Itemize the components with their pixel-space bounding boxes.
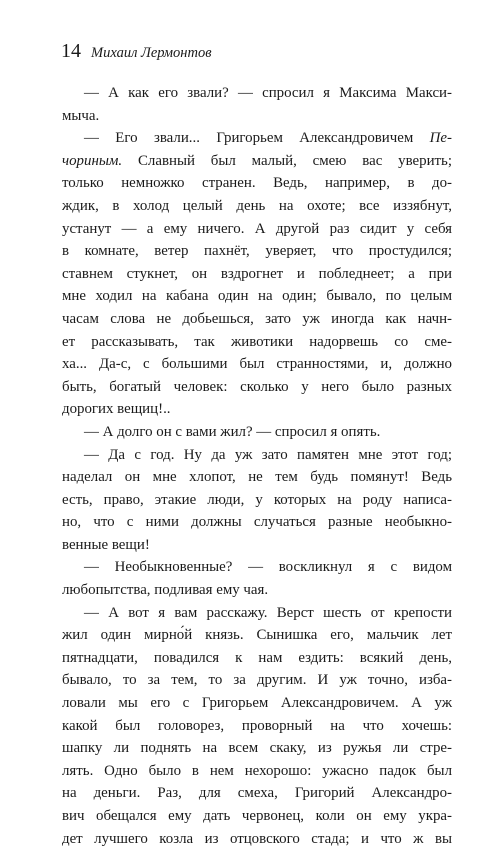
text-line: устанут — а ему ничего. А другой раз сидит у себя <box>62 220 452 237</box>
text-line: — А вот я вам расскажу. Верст шесть от крепости <box>84 604 452 621</box>
text-line: бывало, то за тем, то за другим. И уж точно, изба- <box>62 672 452 689</box>
text-line: ха... Да-с, с большими был странностями, и, должно <box>62 356 452 373</box>
text-line: какой был головорез, проворный на что хочешь: <box>62 717 452 734</box>
text-line: ставнем стукнет, он вздрогнет и побледнеет; а при <box>62 265 452 282</box>
text-line: только немножко странен. Ведь, например, в до- <box>62 175 452 192</box>
text-line: в комнате, ветер пахнёт, уверяет, что простудился; <box>62 243 452 260</box>
page-number: 14 <box>61 40 81 62</box>
text-line: лять. Одно было в нем нехорошо: ужасно падок был <box>62 762 452 779</box>
text-line: наделал он мне хлопот, не тем будь помянут! Ведь <box>62 469 452 486</box>
text-line: чориным. Славный был малый, смею вас уверить; <box>62 152 452 169</box>
text-line: мыча. <box>62 107 100 124</box>
page-header <box>61 40 212 63</box>
text-line: ловали мы его с Григорьем Александровичем. А уж <box>62 695 452 712</box>
text-line: ждик, в холод целый день на охоте; все иззябнут, <box>62 197 452 214</box>
text-line: ет рассказывать, так животики надорвешь со сме- <box>62 333 452 350</box>
text-line: но, что с ними должны случаться разные необыкно- <box>62 514 452 531</box>
text-line: дорогих вещиц!.. <box>62 401 171 418</box>
text-line: мне ходил на кабана один на один; бывало, по целым <box>62 288 452 305</box>
text-line: вич обещался ему дать червонец, коли он ему укра- <box>62 808 452 824</box>
text-line: — Да с год. Ну да уж зато памятен мне этот год; <box>84 446 452 463</box>
text-line: на деньги. Раз, для смеха, Григорий Александро- <box>62 785 452 802</box>
text-line: венные вещи! <box>62 536 150 553</box>
text-line: шапку ли поднять на всем скаку, из ружья ли стре- <box>62 740 452 757</box>
running-title: Михаил Лермонтов <box>91 45 212 61</box>
text-line: любопытства, подливая ему чая. <box>62 582 269 599</box>
text-line: — Необыкновенные? — воскликнул я с видом <box>84 559 452 576</box>
text-line: часам слова не добьешься, зато уж иногда как начн- <box>62 310 452 327</box>
body-text <box>62 82 452 850</box>
text-line: пятнадцати, повадился к нам ездить: всякий день, <box>62 649 452 666</box>
text-line: — А как его звали? — спросил я Максима Макси- <box>84 85 452 101</box>
text-line: жил один мирно́й князь. Сынишка его, мальчик лет <box>62 627 452 644</box>
text-line: — А долго он с вами жил? — спросил я опять. <box>84 423 381 440</box>
text-line: быть, богатый человек: сколько у него было разных <box>62 378 452 395</box>
text-line: есть, право, этакие люди, у которых на роду написа- <box>62 491 452 508</box>
text-line: — Его звали... Григорьем Александровичем Пе- <box>84 130 452 147</box>
text-line: дет лучшего козла из отцовского стада; и что ж вы <box>62 830 452 847</box>
